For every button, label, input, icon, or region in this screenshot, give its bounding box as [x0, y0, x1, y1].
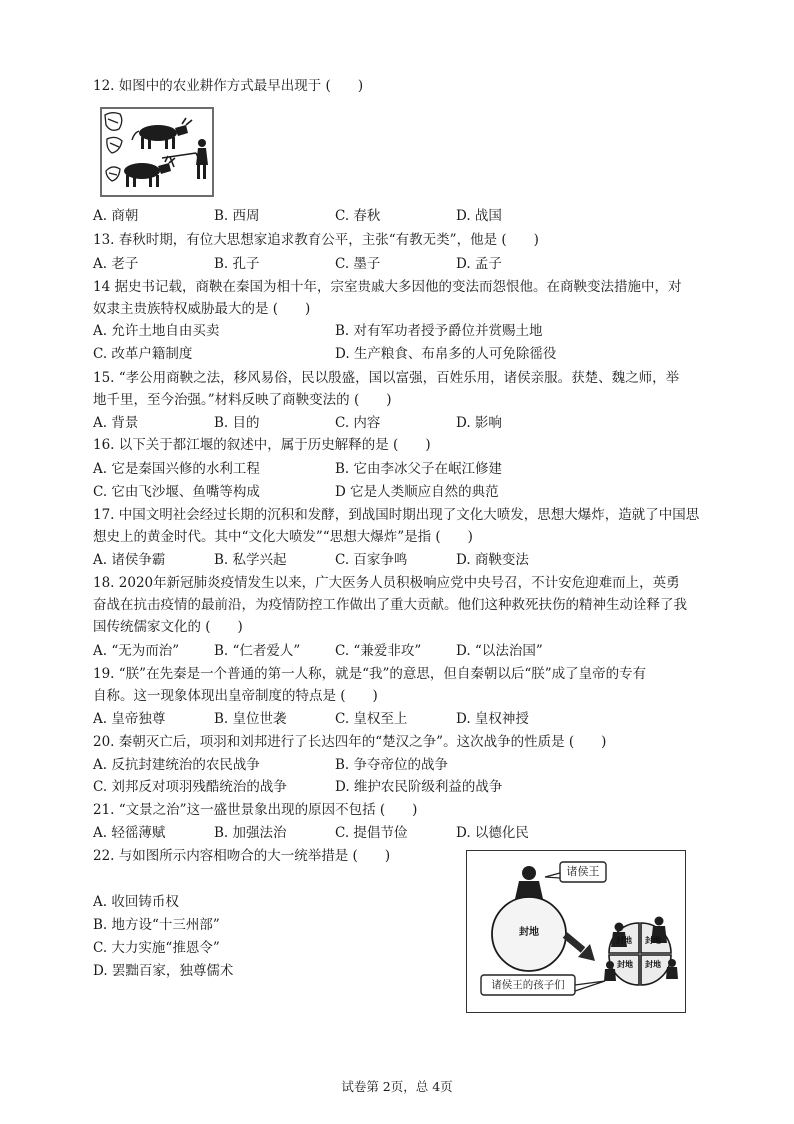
q14-option-a: A. 允许土地自由买卖	[93, 323, 220, 339]
q12-option-a: A. 商朝	[93, 208, 139, 224]
q20-option-b: B. 争夺帝位的战争	[335, 757, 449, 773]
q21-option-d: D. 以德化民	[456, 825, 529, 841]
q15-option-c: C. 内容	[335, 415, 381, 431]
q18-option-a: A. “无为而治”	[93, 643, 180, 659]
question-14-stem-line-1: 14 据史书记载，商鞅在秦国为相十年，宗室贵戚大多因他的变法而怨恨他。在商鞅变法措施中，对	[93, 279, 682, 295]
question-19-stem-line-2: 自称。这一现象体现出皇帝制度的特点是 ( )	[93, 688, 378, 704]
q19-option-b: B. 皇位世袭	[214, 711, 287, 727]
question-18-stem-line-3: 国传统儒家文化的 ( )	[93, 619, 243, 635]
q20-option-d: D. 维护农民阶级利益的战争	[335, 779, 503, 795]
q22-option-a: A. 收回铸币权	[93, 894, 179, 910]
q13-option-d: D. 孟子	[456, 256, 502, 272]
label-fief-2: 封地	[645, 935, 661, 945]
question-17-stem-line-1: 17. 中国文明社会经过长期的沉积和发酵，到战国时期出现了文化大喷发，思想大爆炸，造就了中国思	[93, 507, 700, 523]
question-13-stem: 13. 春秋时期，有位大思想家追求教育公平，主张“有教无类”，他是 ( )	[93, 232, 539, 248]
question-22-stem: 22. 与如图所示内容相吻合的大一统举措是 ( )	[93, 848, 391, 864]
q12-option-b: B. 西周	[214, 208, 260, 224]
page-footer: 试卷第 2页，总 4页	[341, 1079, 453, 1094]
q18-option-c: C. “兼爱非攻”	[335, 643, 422, 659]
q16-option-d: D 它是人类顺应自然的典范	[335, 484, 499, 500]
question-20-stem: 20. 秦朝灭亡后，项羽和刘邦进行了长达四年的“楚汉之争”。这次战争的性质是 ( )	[93, 734, 607, 750]
q15-option-b: B. 目的	[214, 415, 260, 431]
q16-option-a: A. 它是秦国兴修的水利工程	[93, 461, 260, 477]
question-21-stem: 21. “文景之治”这一盛世景象出现的原因不包括 ( )	[93, 802, 418, 818]
question-15-stem-line-2: 地千里，至今治强。”材料反映了商鞅变法的 ( )	[93, 392, 392, 408]
q22-option-c: C. 大力实施“推恩令”	[93, 940, 220, 956]
question-15-stem-line-1: 15. “孝公用商鞅之法，移风易俗，民以殷盛，国以富强，百姓乐用，诸侯亲服。获楚、魏之师，举	[93, 370, 680, 386]
q22-option-d: D. 罢黜百家，独尊儒术	[93, 963, 234, 979]
q14-option-b: B. 对有军功者授予爵位并赏赐土地	[335, 323, 543, 339]
q22-option-b: B. 地方设“十三州部”	[93, 917, 220, 933]
question-19-stem-line-1: 19. “朕”在先秦是一个普通的第一人称，就是“我”的意思，但自秦朝以后“朕”成了皇帝的专有	[93, 666, 647, 682]
q17-option-c: C. 百家争鸣	[335, 552, 408, 568]
q14-option-c: C. 改革户籍制度	[93, 346, 193, 362]
q13-option-b: B. 孔子	[214, 256, 260, 272]
q19-option-d: D. 皇权神授	[456, 711, 529, 727]
q21-option-b: B. 加强法治	[214, 825, 287, 841]
label-fief-1: 封地	[616, 935, 632, 945]
q13-option-c: C. 墨子	[335, 256, 381, 272]
question-17-stem-line-2: 想史上的黄金时代。其中“文化大喷发”“思想大爆炸”是指 ( )	[93, 529, 473, 545]
q21-option-a: A. 轻徭薄赋	[93, 825, 166, 841]
q20-option-c: C. 刘邦反对项羽残酷统治的战争	[93, 779, 287, 795]
q15-option-d: D. 影响	[456, 415, 502, 431]
q19-option-c: C. 皇权至上	[335, 711, 408, 727]
q21-option-c: C. 提倡节俭	[335, 825, 408, 841]
tuien-ling-figure	[466, 850, 686, 1013]
q16-option-b: B. 它由李冰父子在岷江修建	[335, 461, 503, 477]
q13-option-a: A. 老子	[93, 256, 139, 272]
q16-option-c: C. 它由飞沙堰、鱼嘴等构成	[93, 484, 260, 500]
q12-option-c: C. 春秋	[335, 208, 381, 224]
label-prince: 诸侯王	[566, 865, 600, 878]
q14-option-d: D. 生产粮食、布帛多的人可免除徭役	[335, 346, 557, 362]
label-prince-children: 诸侯王的孩子们	[491, 979, 565, 991]
q17-option-d: D. 商鞅变法	[456, 552, 529, 568]
q12-option-d: D. 战国	[456, 208, 502, 224]
question-18-stem-line-1: 18. 2020年新冠肺炎疫情发生以来，广大医务人员积极响应党中央号召，不计安危迎难而上，英勇	[93, 575, 680, 591]
label-fief-large: 封地	[519, 927, 539, 938]
q17-option-a: A. 诸侯争霸	[93, 552, 166, 568]
question-18-stem-line-2: 奋战在抗击疫情的最前沿，为疫情防控工作做出了重大贡献。他们这种救死扶伤的精神生动诠释了我	[93, 597, 687, 613]
q18-option-d: D. “以法治国”	[456, 643, 543, 659]
question-14-stem-line-2: 奴隶主贵族特权威胁最大的是 ( )	[93, 301, 311, 317]
q19-option-a: A. 皇帝独尊	[93, 711, 166, 727]
question-16-stem: 16. 以下关于都江堰的叙述中，属于历史解释的是 ( )	[93, 437, 431, 453]
label-fief-3: 封地	[617, 959, 633, 969]
q15-option-a: A. 背景	[93, 415, 139, 431]
q17-option-b: B. 私学兴起	[214, 552, 287, 568]
q20-option-a: A. 反抗封建统治的农民战争	[93, 757, 260, 773]
q18-option-b: B. “仁者爱人”	[214, 643, 301, 659]
question-12-stem: 12. 如图中的农业耕作方式最早出现于 ( )	[93, 78, 364, 94]
label-fief-4: 封地	[645, 959, 661, 969]
plowing-oxen-figure	[100, 107, 214, 197]
